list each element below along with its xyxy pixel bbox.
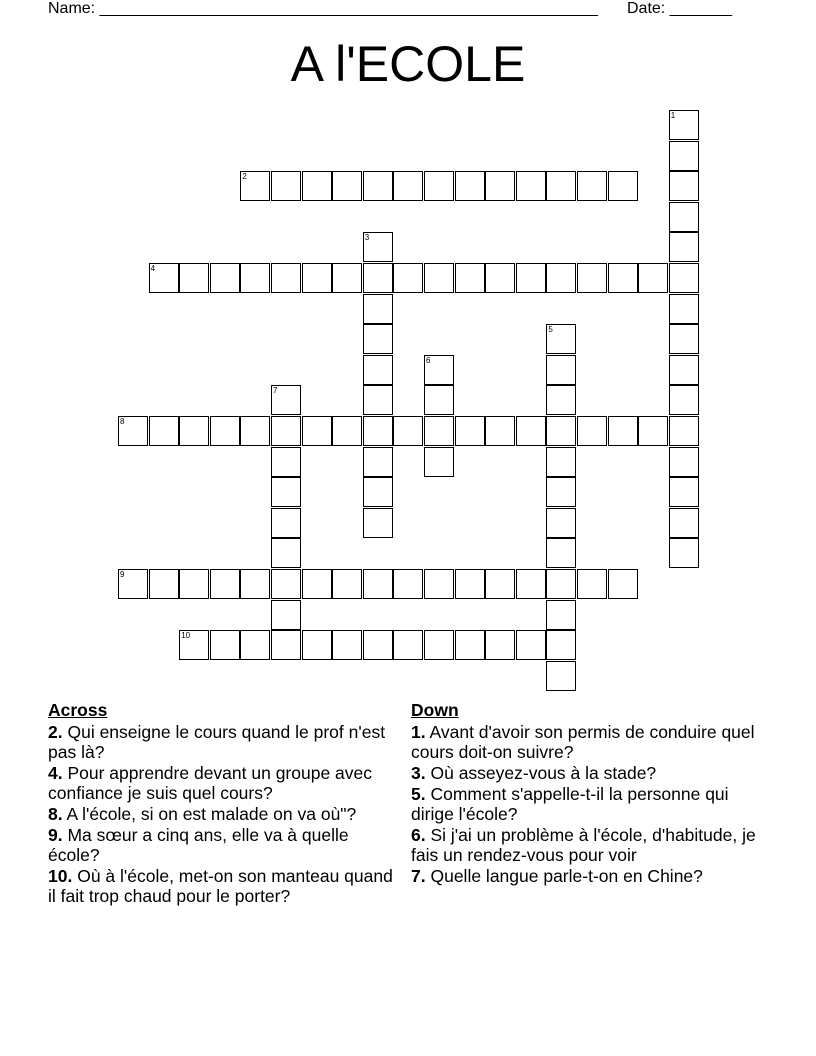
clue-text: Qui enseigne le cours quand le prof n'est pas là? xyxy=(48,722,386,762)
cell-number: 5 xyxy=(548,325,553,335)
grid-cell[interactable] xyxy=(485,263,515,293)
grid-cell[interactable] xyxy=(271,416,301,446)
grid-cell[interactable] xyxy=(332,416,362,446)
clue-item xyxy=(411,722,761,762)
down-clues xyxy=(411,700,761,887)
grid-cell[interactable] xyxy=(546,600,576,630)
clue-text: Ma sœur a cinq ans, elle va à quelle école? xyxy=(48,825,349,865)
clue-number: 10. xyxy=(48,866,73,886)
grid-cell[interactable] xyxy=(455,416,485,446)
clue-text: Où à l'école, met-on son manteau quand il fait trop chaud pour le porter? xyxy=(48,866,393,906)
across-clues xyxy=(48,700,398,907)
grid-cell[interactable] xyxy=(363,477,393,507)
grid-cell[interactable] xyxy=(240,416,270,446)
grid-cell[interactable] xyxy=(669,477,699,507)
grid-cell[interactable] xyxy=(577,263,607,293)
cell-number: 1 xyxy=(670,111,676,120)
grid-cell[interactable] xyxy=(118,569,148,599)
grid-cell[interactable] xyxy=(240,630,270,660)
grid-cell[interactable] xyxy=(332,569,362,599)
grid-cell[interactable] xyxy=(393,416,423,446)
grid-cell[interactable] xyxy=(669,508,699,538)
clue-text: Où asseyez-vous à la stade? xyxy=(430,763,657,783)
clue-item xyxy=(411,825,761,865)
grid-cell[interactable] xyxy=(332,263,362,293)
grid-cell[interactable] xyxy=(577,569,607,599)
grid-cell[interactable] xyxy=(669,355,699,385)
grid-cell[interactable] xyxy=(179,569,209,599)
grid-cell[interactable] xyxy=(546,171,576,201)
clue-text: Quelle langue parle-t-on en Chine? xyxy=(430,866,703,886)
clue-item xyxy=(411,763,761,783)
grid-cell[interactable] xyxy=(271,569,301,599)
grid-cell[interactable] xyxy=(516,171,546,201)
grid-cell[interactable] xyxy=(669,416,699,446)
grid-cell[interactable] xyxy=(546,416,576,446)
grid-cell[interactable] xyxy=(485,171,515,201)
grid-cell[interactable] xyxy=(179,263,209,293)
grid-cell[interactable] xyxy=(271,447,301,477)
grid-cell[interactable] xyxy=(302,416,332,446)
grid-cell[interactable] xyxy=(669,141,699,171)
grid-cell[interactable] xyxy=(546,385,576,415)
grid-cell[interactable] xyxy=(669,538,699,568)
grid-cell[interactable] xyxy=(302,569,332,599)
grid-cell[interactable] xyxy=(393,569,423,599)
grid-cell[interactable] xyxy=(363,232,393,262)
grid-cell[interactable] xyxy=(546,477,576,507)
grid-cell[interactable] xyxy=(485,569,515,599)
grid-cell[interactable] xyxy=(608,416,638,446)
grid-cell[interactable] xyxy=(424,416,454,446)
clue-text: Si j'ai un problème à l'école, d'habitude, je fais un rendez-vous pour voir xyxy=(411,825,756,865)
clue-item xyxy=(411,784,761,824)
grid-cell[interactable] xyxy=(669,324,699,354)
down-heading: Down xyxy=(411,700,459,720)
grid-cell[interactable] xyxy=(424,630,454,660)
grid-cell[interactable] xyxy=(546,630,576,660)
cell-number: 4 xyxy=(150,264,156,273)
grid-cell[interactable] xyxy=(546,324,576,354)
grid-cell[interactable] xyxy=(669,263,699,293)
grid-cell[interactable] xyxy=(363,508,393,538)
clue-text: Comment s'appelle-t-il la personne qui dirige l'école? xyxy=(411,784,729,824)
cell-number: 6 xyxy=(426,355,431,365)
grid-cell[interactable] xyxy=(210,263,240,293)
clue-text: Avant d'avoir son permis de conduire quel cours doit-on suivre? xyxy=(411,722,755,762)
grid-cell[interactable] xyxy=(424,447,454,477)
grid-cell[interactable] xyxy=(363,416,393,446)
cell-number: 9 xyxy=(120,570,125,579)
grid-cell[interactable] xyxy=(179,416,209,446)
grid-cell[interactable] xyxy=(271,630,301,660)
grid-cell[interactable] xyxy=(546,569,576,599)
grid-cell[interactable] xyxy=(210,569,240,599)
grid-cell[interactable] xyxy=(455,630,485,660)
grid-cell[interactable] xyxy=(118,416,148,446)
grid-cell[interactable] xyxy=(546,355,576,385)
grid-cell[interactable] xyxy=(363,569,393,599)
date-field-label: Date: _______ xyxy=(627,0,732,17)
grid-cell[interactable] xyxy=(424,385,454,415)
grid-cell[interactable] xyxy=(271,171,301,201)
grid-cell[interactable] xyxy=(363,385,393,415)
clue-number: 5. xyxy=(411,784,426,804)
clue-text: Pour apprendre devant un groupe avec confiance je suis quel cours? xyxy=(48,763,373,803)
grid-cell[interactable] xyxy=(485,416,515,446)
grid-cell[interactable] xyxy=(669,447,699,477)
grid-cell[interactable] xyxy=(608,569,638,599)
name-field-label: Name: ________________________________________________________ xyxy=(48,0,598,17)
grid-cell[interactable] xyxy=(424,263,454,293)
grid-cell[interactable] xyxy=(546,538,576,568)
grid-cell[interactable] xyxy=(638,263,668,293)
grid-cell[interactable] xyxy=(608,263,638,293)
clue-item xyxy=(48,866,398,906)
grid-cell[interactable] xyxy=(363,171,393,201)
grid-cell[interactable] xyxy=(669,110,699,140)
grid-cell[interactable] xyxy=(669,294,699,324)
grid-cell[interactable] xyxy=(669,232,699,262)
grid-cell[interactable] xyxy=(424,171,454,201)
grid-cell[interactable] xyxy=(393,171,423,201)
cell-number: 8 xyxy=(120,417,125,426)
grid-cell[interactable] xyxy=(240,171,270,201)
grid-cell[interactable] xyxy=(577,416,607,446)
grid-cell[interactable] xyxy=(669,171,699,201)
grid-cell[interactable] xyxy=(577,171,607,201)
clue-number: 7. xyxy=(411,866,426,886)
grid-cell[interactable] xyxy=(363,447,393,477)
clue-number: 8. xyxy=(48,804,63,824)
grid-cell[interactable] xyxy=(546,661,576,691)
clue-number: 6. xyxy=(411,825,426,845)
clue-item xyxy=(48,825,398,865)
grid-cell[interactable] xyxy=(608,171,638,201)
grid-cell[interactable] xyxy=(332,630,362,660)
grid-cell[interactable] xyxy=(210,416,240,446)
clue-text: A l'école, si on est malade on va où"? xyxy=(66,804,357,824)
grid-cell[interactable] xyxy=(455,569,485,599)
grid-cell[interactable] xyxy=(363,630,393,660)
grid-cell[interactable] xyxy=(271,385,301,415)
grid-cell[interactable] xyxy=(363,263,393,293)
cell-number: 3 xyxy=(364,233,370,243)
grid-cell[interactable] xyxy=(149,263,179,293)
grid-cell[interactable] xyxy=(546,508,576,538)
grid-cell[interactable] xyxy=(149,569,179,599)
grid-cell[interactable] xyxy=(516,416,546,446)
clue-number: 4. xyxy=(48,763,63,783)
cell-number: 2 xyxy=(242,172,247,182)
grid-cell[interactable] xyxy=(455,171,485,201)
grid-cell[interactable] xyxy=(669,202,699,232)
clue-item xyxy=(48,804,398,824)
grid-cell[interactable] xyxy=(638,416,668,446)
cell-number: 7 xyxy=(273,386,278,396)
cell-number: 10 xyxy=(181,631,191,641)
grid-cell[interactable] xyxy=(302,630,332,660)
clue-item xyxy=(48,763,398,803)
grid-cell[interactable] xyxy=(669,385,699,415)
across-heading: Across xyxy=(48,700,108,720)
grid-cell[interactable] xyxy=(424,355,454,385)
clue-item xyxy=(411,866,761,886)
grid-cell[interactable] xyxy=(302,263,332,293)
grid-cell[interactable] xyxy=(179,630,209,660)
grid-cell[interactable] xyxy=(424,569,454,599)
grid-cell[interactable] xyxy=(516,569,546,599)
grid-cell[interactable] xyxy=(271,477,301,507)
grid-cell[interactable] xyxy=(240,569,270,599)
grid-cell[interactable] xyxy=(393,263,423,293)
grid-cell[interactable] xyxy=(149,416,179,446)
grid-cell[interactable] xyxy=(546,263,576,293)
grid-cell[interactable] xyxy=(302,171,332,201)
grid-cell[interactable] xyxy=(271,600,301,630)
clue-item xyxy=(48,722,398,762)
clue-number: 3. xyxy=(411,763,426,783)
grid-cell[interactable] xyxy=(485,630,515,660)
clue-number: 2. xyxy=(48,722,63,742)
grid-cell[interactable] xyxy=(516,630,546,660)
grid-cell[interactable] xyxy=(363,294,393,324)
clue-number: 1. xyxy=(411,722,426,742)
page-title: A l'ECOLE xyxy=(290,36,526,92)
grid-cell[interactable] xyxy=(546,447,576,477)
grid-cell[interactable] xyxy=(271,538,301,568)
grid-cell[interactable] xyxy=(271,263,301,293)
grid-cell[interactable] xyxy=(210,630,240,660)
grid-cell[interactable] xyxy=(455,263,485,293)
clue-number: 9. xyxy=(48,825,63,845)
grid-cell[interactable] xyxy=(240,263,270,293)
grid-cell[interactable] xyxy=(393,630,423,660)
grid-cell[interactable] xyxy=(363,355,393,385)
grid-cell[interactable] xyxy=(363,324,393,354)
grid-cell[interactable] xyxy=(332,171,362,201)
grid-cell[interactable] xyxy=(271,508,301,538)
grid-cell[interactable] xyxy=(516,263,546,293)
